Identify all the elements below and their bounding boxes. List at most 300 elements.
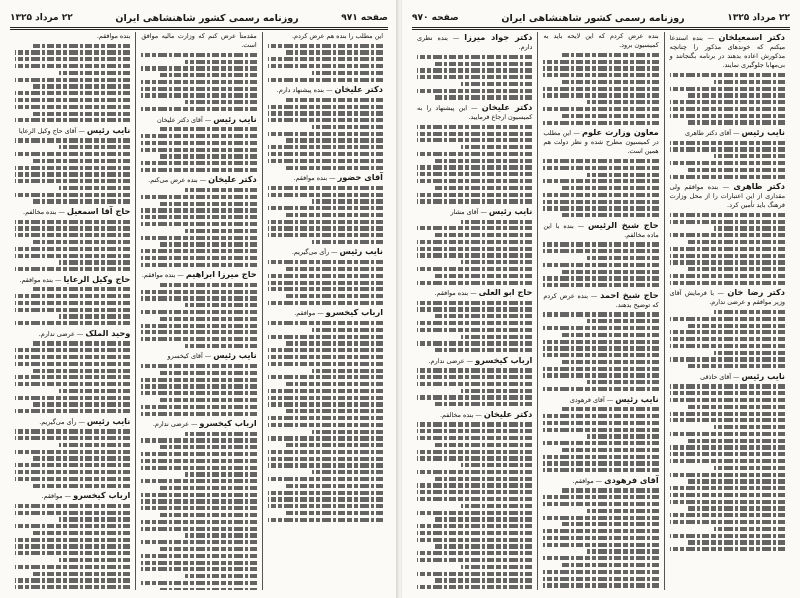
print-line — [33, 341, 130, 345]
print-line — [688, 120, 785, 124]
print-line — [141, 310, 256, 314]
print-line — [417, 253, 532, 257]
print-line — [562, 333, 659, 337]
print-line — [286, 409, 383, 413]
print-line — [417, 281, 532, 285]
speaker-name: حاج وکیل الرعایا — [63, 273, 131, 284]
print-line — [543, 66, 658, 70]
speech-text: بنده موافقم ولی مقداری از این اعتبارات را از محل وزارت فرهنگ باید تأمین کرد. — [669, 183, 785, 210]
print-line — [268, 281, 383, 285]
print-line — [562, 563, 659, 567]
column — [136, 32, 262, 590]
print-line — [435, 62, 532, 66]
print-line — [268, 44, 383, 48]
print-line — [15, 477, 130, 481]
print-line — [268, 504, 383, 508]
print-line — [268, 220, 383, 224]
print-line — [15, 436, 130, 440]
column — [538, 32, 664, 590]
print-line — [15, 565, 130, 569]
print-line — [141, 161, 256, 165]
print-line — [417, 307, 532, 311]
print-line — [435, 578, 532, 582]
speech-text: عرضی ندارم. — [152, 419, 189, 428]
print-line — [543, 536, 658, 540]
column — [263, 32, 388, 590]
print-line — [670, 260, 785, 264]
print-line — [670, 418, 785, 422]
print-line — [141, 364, 256, 368]
speaker-name: آقای حضور — [337, 172, 383, 183]
print-line — [141, 168, 256, 172]
speaker-name: ارباب کیخسرو — [199, 417, 257, 428]
print-line — [417, 470, 532, 474]
print-line — [714, 351, 786, 355]
print-line — [160, 588, 257, 590]
speech-block: دکتر علیخان — بنده مخالفم. — [417, 409, 532, 495]
print-line — [15, 152, 130, 156]
print-line — [543, 421, 658, 425]
print-line — [417, 524, 532, 528]
print-line — [688, 364, 785, 368]
print-line — [15, 585, 130, 589]
print-line — [15, 233, 130, 237]
print-line — [185, 60, 257, 64]
print-line — [15, 396, 130, 400]
right-page-header — [412, 10, 790, 26]
print-line — [417, 436, 532, 440]
print-line — [268, 78, 383, 82]
speech-block: نایب رئیس — آقای دکتر طاهری — [670, 127, 785, 179]
print-line — [268, 57, 383, 61]
print-line — [543, 283, 658, 287]
print-line — [562, 360, 659, 364]
print-line — [268, 287, 383, 291]
print-line — [417, 240, 532, 244]
print-line — [185, 533, 257, 537]
print-line — [670, 213, 785, 217]
print-line — [562, 270, 659, 274]
print-line — [670, 486, 785, 490]
print-line — [15, 220, 130, 224]
print-line — [670, 220, 785, 224]
print-line — [417, 429, 532, 433]
speech-text: آقای دکتر علیخان — [156, 115, 203, 124]
print-line — [543, 93, 658, 97]
print-line — [435, 544, 532, 548]
print-line — [15, 524, 130, 528]
print-line — [286, 511, 383, 515]
print-line — [59, 145, 131, 149]
speech-block: حاج شیخ احمد — بنده عرض کردم که توضیح بدهند. — [543, 290, 658, 392]
speaker-name: حاج میرزا ابراهیم — [185, 269, 257, 280]
print-line — [543, 159, 658, 163]
print-line — [185, 229, 257, 233]
speaker-name: نایب رئیس — [213, 350, 257, 361]
speech-block — [543, 32, 658, 125]
print-line — [670, 500, 785, 504]
print-line — [688, 93, 785, 97]
print-line — [160, 283, 257, 287]
speech-block: دکتر علیخان — بنده عرض می‌کنم. — [141, 174, 256, 266]
print-line — [141, 452, 256, 456]
header-rule — [412, 27, 790, 30]
speech-text: بنده موافقم. — [19, 275, 53, 284]
print-line — [461, 504, 533, 508]
print-line — [417, 193, 532, 197]
print-line — [312, 240, 384, 244]
speaker-name: حاج آقا اسمعیل — [66, 205, 131, 216]
speech-text: بنده مخالفم. — [23, 207, 57, 216]
print-line — [15, 429, 130, 433]
print-line — [435, 186, 532, 190]
print-line — [688, 479, 785, 483]
speech-text: بنده موافقم. — [434, 289, 469, 298]
print-line — [268, 348, 383, 352]
print-line — [562, 114, 659, 118]
print-line — [543, 346, 658, 350]
print-line — [670, 520, 785, 524]
speaker-name: دکتر علیخان — [483, 408, 533, 419]
speech-block — [15, 32, 130, 122]
print-line — [59, 558, 131, 562]
speaker-name: دکتر اسمعیلخان — [718, 32, 785, 42]
print-line — [543, 516, 658, 520]
print-line — [141, 479, 256, 483]
print-line — [268, 274, 383, 278]
print-line — [670, 391, 785, 395]
print-line — [543, 570, 658, 574]
speech-text: رأی می‌گیریم. — [39, 417, 77, 426]
print-line — [417, 422, 532, 426]
speech-text: بنده موافقم. — [293, 174, 328, 183]
print-line — [268, 301, 383, 305]
print-line — [543, 495, 658, 499]
speech-block: دکتر طاهری — بنده موافقم ولی مقداری از این اعتبارات را از محل وزارت فرهنگ باید تأمین کرد. — [670, 181, 785, 285]
print-line — [670, 87, 785, 91]
print-line — [417, 226, 532, 230]
print-line — [268, 389, 383, 393]
speech-block: دکتر علیخان — بنده پیشنهاد دارم. — [268, 84, 383, 170]
print-line — [587, 173, 659, 177]
print-line — [160, 398, 257, 402]
header-rule — [10, 27, 388, 30]
speech-text: این مطلب در کمیسیون مطرح شده و نظر دولت هم همین است. — [543, 129, 659, 156]
print-line — [160, 317, 257, 321]
print-line — [286, 484, 383, 488]
print-line — [670, 233, 785, 237]
print-line — [670, 317, 785, 321]
print-line — [268, 491, 383, 495]
print-line — [417, 247, 532, 251]
print-line — [543, 249, 658, 253]
print-line — [33, 159, 130, 163]
speaker-name: نایب رئیس — [213, 113, 257, 124]
print-line — [543, 107, 658, 111]
print-line — [312, 328, 384, 332]
print-line — [670, 114, 785, 118]
print-line — [141, 107, 256, 111]
print-line — [15, 382, 130, 386]
speech-block: حاج شیخ الرئیس — بنده با این ماده مخالفم. — [543, 220, 658, 288]
print-line — [688, 267, 785, 271]
print-line — [688, 324, 785, 328]
print-line — [185, 432, 257, 436]
print-line — [461, 565, 533, 569]
print-line — [268, 193, 383, 197]
speaker-name: وحید الملک — [85, 327, 131, 338]
print-line — [461, 82, 533, 86]
print-line — [417, 450, 532, 454]
print-line — [141, 459, 256, 463]
print-line — [15, 118, 130, 122]
print-line — [417, 89, 532, 93]
print-line — [15, 294, 130, 298]
print-line — [562, 80, 659, 84]
print-line — [141, 506, 256, 510]
print-line — [562, 448, 659, 452]
speech-text: بنده استدعا میکنم که خوندهای مذکور را چنانچه مذکورش اعاده بدهند در برنامه بگنجانند و بی‌مهابا جلوگیری نمایند. — [669, 34, 785, 70]
print-line — [670, 473, 785, 477]
print-line — [562, 213, 659, 217]
print-line — [417, 68, 532, 72]
print-line — [417, 375, 532, 379]
print-line — [185, 100, 257, 104]
print-line — [141, 330, 256, 334]
print-line — [141, 405, 256, 409]
print-line — [417, 179, 532, 183]
print-line — [141, 324, 256, 328]
speech-text: موافقم. — [41, 492, 63, 501]
print-line — [543, 242, 658, 246]
column — [665, 32, 790, 590]
speech-text: آقای فرهودی — [569, 395, 605, 404]
print-line — [15, 172, 130, 176]
print-line — [688, 240, 785, 244]
print-line — [141, 290, 256, 294]
speech-block: دکتر علیخان — این پیشنهاد را به کمیسیون ارجاع فرمایید. — [417, 102, 532, 204]
speech-text: بنده نظری دارم. — [417, 34, 533, 52]
speech-block: حاج وکیل الرعایا — بنده موافقم. — [15, 274, 130, 326]
print-line — [670, 344, 785, 348]
print-line — [562, 407, 659, 411]
print-line — [15, 348, 130, 352]
speech-text: آقای مشار — [450, 207, 479, 216]
print-line — [312, 125, 384, 129]
print-line — [543, 326, 658, 330]
print-line — [670, 398, 785, 402]
print-line — [268, 423, 383, 427]
speaker-name: نایب رئیس — [488, 205, 533, 216]
print-line — [543, 87, 658, 91]
print-line — [417, 321, 532, 325]
print-line — [543, 340, 658, 344]
print-line — [435, 95, 532, 99]
page-label: صفحه ۹۷۱ — [341, 13, 388, 23]
print-line — [670, 141, 785, 145]
print-line — [714, 80, 786, 84]
print-line — [15, 57, 130, 61]
print-line — [33, 402, 130, 406]
left-page-header — [10, 10, 388, 26]
print-line — [543, 468, 658, 472]
print-line — [268, 477, 383, 481]
print-line — [562, 53, 659, 57]
print-line — [141, 93, 256, 97]
speech-text: مقدمتاً عرض کنم که وزارت مالیه موافق است. — [141, 32, 257, 50]
print-line — [185, 188, 257, 192]
print-line — [15, 64, 130, 68]
print-line — [417, 551, 532, 555]
print-line — [670, 175, 785, 179]
print-line — [33, 44, 130, 48]
speech-text: بنده عرض می‌کنم. — [148, 176, 198, 185]
print-line — [185, 472, 257, 476]
speech-text: آقای حاذقی — [700, 372, 732, 381]
print-line — [286, 382, 383, 386]
print-line — [268, 463, 383, 467]
print-line — [160, 73, 257, 77]
print-line — [160, 202, 257, 206]
print-line — [141, 80, 256, 84]
speech-block — [268, 32, 383, 82]
print-line — [160, 127, 257, 131]
print-line — [15, 166, 130, 170]
speech-block: دکتر جواد میرزا — بنده نظری دارم. — [417, 32, 532, 100]
print-line — [286, 213, 383, 217]
print-line — [141, 236, 256, 240]
print-line — [670, 547, 785, 551]
print-line — [33, 456, 130, 460]
speech-text: این مطلب را بنده هم عرض کردم. — [291, 32, 383, 40]
print-line — [160, 154, 257, 158]
print-line — [417, 301, 532, 305]
speech-text: موافقم. — [572, 476, 594, 485]
speaker-name: ارباب کیخسرو — [475, 354, 533, 365]
print-line — [15, 321, 130, 325]
print-line — [141, 222, 256, 226]
print-line — [15, 78, 130, 82]
print-line — [670, 254, 785, 258]
print-line — [435, 159, 532, 163]
print-line — [417, 538, 532, 542]
print-line — [286, 98, 383, 102]
speech-text: آقای حاج وکیل الرعایا — [18, 126, 77, 135]
print-line — [268, 321, 383, 325]
print-line — [312, 199, 384, 203]
print-line — [141, 337, 256, 341]
print-line — [141, 561, 256, 565]
print-line — [268, 145, 383, 149]
print-line — [670, 445, 785, 449]
print-line — [185, 344, 257, 348]
speech-text: رأی می‌گیریم. — [291, 248, 330, 257]
speaker-name: نایب رئیس — [615, 393, 659, 404]
print-line — [59, 186, 131, 190]
print-line — [268, 159, 383, 163]
print-line — [417, 125, 532, 129]
print-line — [417, 531, 532, 535]
print-line — [417, 558, 532, 562]
issue-date: ۲۲ مرداد ۱۳۲۵ — [727, 13, 790, 23]
print-line — [286, 341, 383, 345]
print-line — [543, 263, 658, 267]
speech-block — [141, 32, 256, 111]
print-line — [461, 220, 533, 224]
print-line — [543, 387, 658, 391]
print-line — [688, 168, 785, 172]
speech-text: آقای کیخسرو — [167, 352, 203, 361]
speech-block: معاون وزارت علوم — این مطلب در کمیسیون مطرح شده و نظر دولت هم همین است. — [543, 127, 658, 217]
print-line — [141, 493, 256, 497]
print-line — [587, 509, 659, 513]
speech-block: آقای فرهودی — موافقم. — [543, 475, 658, 540]
print-line — [33, 369, 130, 373]
print-line — [59, 389, 131, 393]
print-line — [543, 60, 658, 64]
speaker-name: معاون وزارت علوم — [582, 127, 659, 138]
print-line — [268, 152, 383, 156]
speech-text: بنده با این ماده مخالفم. — [543, 221, 659, 239]
print-line — [59, 71, 131, 75]
speech-block: ارباب کیخسرو — عرضی ندارم. — [417, 355, 532, 407]
print-line — [15, 301, 130, 305]
speaker-name: دکتر علیخان — [481, 101, 533, 112]
print-line — [160, 371, 257, 375]
print-line — [543, 502, 658, 506]
print-line — [670, 100, 785, 104]
speech-block: نایب رئیس — آقای حاج وکیل الرعایا — [15, 125, 130, 204]
speech-text: با فرمایش آقای وزیر موافقم و عرضی ندارم. — [669, 289, 785, 307]
speech-block: حاج آقا اسمعیل — بنده مخالفم. — [15, 206, 130, 271]
print-line — [543, 193, 658, 197]
print-line — [688, 405, 785, 409]
print-line — [286, 50, 383, 54]
print-line — [33, 572, 130, 576]
print-line — [670, 432, 785, 436]
print-line — [286, 294, 383, 298]
print-line — [268, 362, 383, 366]
print-line — [543, 577, 658, 581]
print-line — [417, 572, 532, 576]
print-line — [160, 445, 257, 449]
print-line — [688, 439, 785, 443]
speech-text: بنده عرض کردم که توضیح بدهند. — [543, 291, 659, 309]
print-line — [141, 540, 256, 544]
speech-text: عرضی ندارم. — [428, 356, 465, 365]
speech-text: بنده مخالفم. — [439, 410, 474, 419]
print-line — [268, 436, 383, 440]
print-line — [15, 375, 130, 379]
journal-title: روزنامه رسمی کشور شاهنشاهی ایران — [115, 12, 299, 24]
print-line — [461, 335, 533, 339]
print-line — [543, 543, 658, 547]
print-line — [268, 111, 383, 115]
column — [10, 32, 136, 590]
print-line — [15, 50, 130, 54]
speaker-name: آقای فرهودی — [604, 474, 659, 485]
print-line — [141, 87, 256, 91]
print-line — [15, 105, 130, 109]
print-line — [543, 166, 658, 170]
print-line — [268, 226, 383, 230]
print-line — [714, 527, 786, 531]
print-line — [268, 518, 383, 522]
print-line — [417, 368, 532, 372]
print-line — [33, 240, 130, 244]
print-line — [543, 556, 658, 560]
print-line — [562, 488, 659, 492]
